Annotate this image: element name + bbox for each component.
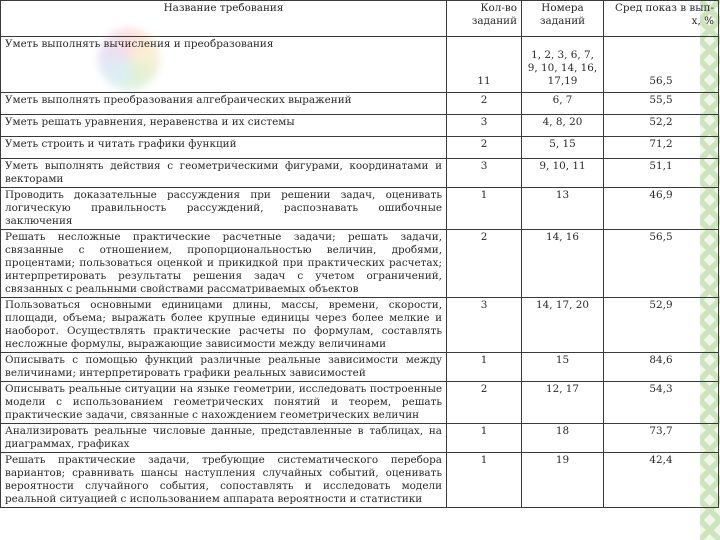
table-row	[1, 382, 719, 424]
table-row	[1, 353, 719, 382]
table-row	[1, 424, 719, 453]
numbers-cell: 6, 7	[522, 93, 604, 115]
average-cell: 51,1	[604, 159, 719, 188]
numbers-cell: 18	[522, 424, 604, 453]
header-count: Кол-во заданий	[447, 1, 522, 37]
average-cell: 52,9	[604, 298, 719, 353]
table-row	[1, 188, 719, 230]
table-row	[1, 159, 719, 188]
requirement-cell: Уметь выполнять действия с геометрическими фигурами, координатами и векторами	[1, 159, 447, 188]
numbers-cell: 19	[522, 453, 604, 508]
requirement-cell: Уметь решать уравнения, неравенства и их системы	[1, 115, 447, 137]
table-row	[1, 230, 719, 298]
requirement-cell: Уметь строить и читать графики функций	[1, 137, 447, 159]
numbers-cell: 5, 15	[522, 137, 604, 159]
table-header-row	[1, 1, 719, 37]
average-cell: 84,6	[604, 353, 719, 382]
numbers-cell: 14, 16	[522, 230, 604, 298]
average-cell: 73,7	[604, 424, 719, 453]
average-cell: 55,5	[604, 93, 719, 115]
requirement-cell: Решать практические задачи, требующие систематического перебора вариантов; сравнивать шансы наступления случайных событий, оценивать вероятности случайного события, сопоставлять и исследовать модели реальной ситуацией с использованием аппарата вероятности и статистики	[1, 453, 447, 508]
table-row	[1, 453, 719, 508]
count-cell: 3	[447, 298, 522, 353]
table-row	[1, 298, 719, 353]
header-numbers: Номера заданий	[522, 1, 604, 37]
count-cell: 1	[447, 424, 522, 453]
requirement-cell: Описывать с помощью функций различные реальные зависимости между величинами; интерпретировать графики реальных зависимостей	[1, 353, 447, 382]
requirement-cell: Уметь выполнять преобразования алгебраических выражений	[1, 93, 447, 115]
table-row	[1, 37, 719, 93]
count-cell: 1	[447, 353, 522, 382]
requirement-cell: Проводить доказательные рассуждения при решении задач, оценивать логическую правильность рассуждений, распознавать ошибочные заключения	[1, 188, 447, 230]
count-cell: 1	[447, 188, 522, 230]
count-cell: 2	[447, 93, 522, 115]
count-cell: 2	[447, 382, 522, 424]
requirement-cell: Пользоваться основными единицами длины, массы, времени, скорости, площади, объема; выражать более крупные единицы через более мелкие и наоборот. Осуществлять практические расчеты по формулам, составлять несложные формулы, выражающие зависимости между величинами	[1, 298, 447, 353]
average-cell: 42,4	[604, 453, 719, 508]
requirement-cell: Анализировать реальные числовые данные, представленные в таблицах, на диаграммах, графиках	[1, 424, 447, 453]
numbers-cell: 4, 8, 20	[522, 115, 604, 137]
average-cell: 54,3	[604, 382, 719, 424]
table-row	[1, 115, 719, 137]
table-row	[1, 137, 719, 159]
average-cell: 46,9	[604, 188, 719, 230]
count-cell: 2	[447, 137, 522, 159]
requirement-cell: Уметь выполнять вычисления и преобразования	[1, 37, 447, 93]
average-cell: 56,5	[604, 230, 719, 298]
average-cell: 71,2	[604, 137, 719, 159]
numbers-cell: 1, 2, 3, 6, 7, 9, 10, 14, 16, 17,19	[522, 37, 604, 93]
numbers-cell: 9, 10, 11	[522, 159, 604, 188]
average-cell: 52,2	[604, 115, 719, 137]
requirement-cell: Решать несложные практические расчетные задачи; решать задачи, связанные с отношением, пропорциональностью величин, дробями, процентами; пользоваться оценкой и прикидкой при практических расчетах; интерпретировать результаты решения задач с учетом ограничений, связанных с реальными свойствами рассматриваемых объектов	[1, 230, 447, 298]
numbers-cell: 12, 17	[522, 382, 604, 424]
count-cell: 11	[447, 37, 522, 93]
table-row	[1, 93, 719, 115]
average-cell: 56,5	[604, 37, 719, 93]
header-average: Сред показ в вып-х, %	[604, 1, 719, 37]
count-cell: 3	[447, 115, 522, 137]
count-cell: 3	[447, 159, 522, 188]
count-cell: 1	[447, 453, 522, 508]
numbers-cell: 13	[522, 188, 604, 230]
count-cell: 2	[447, 230, 522, 298]
header-requirement: Название требования	[1, 1, 447, 37]
numbers-cell: 14, 17, 20	[522, 298, 604, 353]
numbers-cell: 15	[522, 353, 604, 382]
requirement-cell: Описывать реальные ситуации на языке геометрии, исследовать построенные модели с использованием геометрических понятий и теорем, решать практические задачи, связанные с нахождением геометрических величин	[1, 382, 447, 424]
